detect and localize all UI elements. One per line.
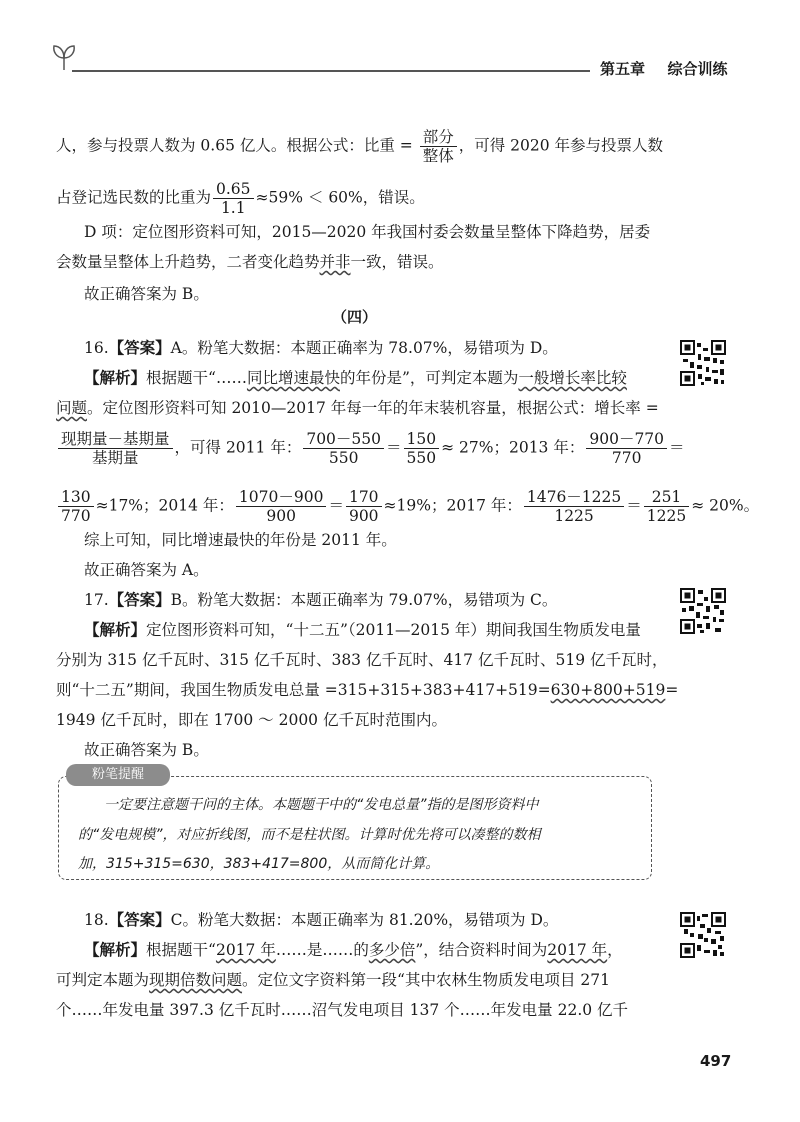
formula-fraction: [644, 488, 689, 525]
text-line: [84, 940, 623, 960]
equals-sign: ＝: [626, 496, 642, 515]
analysis-tag: 【解析】: [84, 368, 147, 387]
tip-line: 的“发电规模”，对应折线图，而不是柱状图。计算时优先将可以凑整的数相: [78, 827, 541, 843]
text-line: [56, 128, 663, 165]
answer-line: [84, 910, 558, 930]
text-line: [84, 620, 641, 640]
text-line: [84, 368, 627, 388]
formula-fraction: [524, 488, 624, 525]
text-segment: 定位图形资料可知，“十二五”（2011—2015 年）期间我国生物质发电量: [146, 621, 641, 639]
question-number: 18.: [84, 911, 109, 929]
part-title: （四）: [332, 308, 378, 326]
formula-fraction: [404, 430, 440, 467]
text-line: 1949 亿千瓦时，即在 1700 ～ 2000 亿千瓦时范围内。: [56, 711, 447, 729]
text-segment: 人，参与投票人数为 0.65 亿人。根据公式：比重 =: [56, 136, 418, 155]
text-segment: C。粉笔大数据：本题正确率为 81.20%，易错项为 D。: [170, 911, 559, 929]
wavy-emphasis: 并非: [319, 253, 351, 271]
frac-denominator: 1225: [554, 507, 594, 525]
formula-fraction: [213, 180, 254, 217]
text-line: [56, 398, 659, 418]
text-segment: ，: [607, 941, 623, 959]
chapter-section: 综合训练: [667, 60, 728, 78]
answer-line: [84, 338, 558, 358]
text-segment: 的年份是”，可判定本题为: [339, 369, 519, 387]
text-segment: ≈19%；2017 年：: [383, 496, 522, 515]
text-line: 综上可知，同比增速最快的年份是 2011 年。: [84, 531, 397, 549]
frac-numerator: 251: [644, 488, 689, 507]
text-line: [56, 970, 610, 990]
frac-numerator: 170: [346, 488, 382, 507]
text-segment: ≈ 27%；2013 年：: [441, 438, 585, 457]
frac-numerator: 1476－1225: [524, 488, 624, 507]
qr-code-icon[interactable]: [680, 340, 726, 386]
text-segment: ≈59% ＜ 60%，错误。: [255, 188, 425, 207]
frac-denominator: 整体: [422, 147, 454, 165]
frac-numerator: 1070－900: [236, 488, 327, 507]
text-line: [56, 252, 444, 272]
frac-numerator: 现期量－基期量: [58, 430, 173, 449]
equals-sign: ＝: [669, 438, 685, 457]
wavy-emphasis: 同比增速最快: [246, 369, 340, 387]
wavy-emphasis: 现期倍数问题: [149, 971, 243, 989]
text-segment: =: [665, 681, 679, 699]
text-line: 故正确答案为 B。: [84, 741, 209, 759]
question-number: 17.: [84, 591, 109, 609]
text-segment: 会数量呈整体上升趋势，二者变化趋势: [56, 253, 320, 271]
text-segment: 。定位图形资料可知 2010—2017 年每一年的年末装机容量，根据公式：增长率 =: [87, 399, 659, 417]
text-line: D 项：定位图形资料可知，2015—2020 年我国村委会数量呈整体下降趋势，居委: [84, 223, 651, 241]
formula-line: [56, 430, 685, 467]
text-line: 分别为 315 亿千瓦时、315 亿千瓦时、383 亿千瓦时、417 亿千瓦时、519 亿千瓦时，: [56, 651, 668, 669]
analysis-tag: 【解析】: [84, 940, 147, 959]
text-segment: ，可得 2020 年参与投票人数: [458, 136, 664, 155]
tip-line: 一定要注意题干问的主体。本题题干中的“发电总量”指的是图形资料中: [104, 797, 539, 813]
text-line: 故正确答案为 B。: [84, 285, 209, 303]
formula-fraction: [58, 430, 173, 467]
page-number: 497: [700, 1052, 732, 1070]
text-segment: ≈ 20%。: [691, 496, 760, 515]
formula-fraction: [420, 128, 457, 165]
wavy-emphasis: 2017 年: [215, 941, 276, 959]
text-segment: 根据题干“: [146, 941, 216, 959]
wavy-emphasis: 630+800+519: [550, 681, 666, 699]
frac-denominator: 900: [348, 507, 379, 525]
equals-sign: ＝: [328, 496, 344, 515]
chapter-number: 第五章: [600, 60, 646, 78]
frac-numerator: 0.65: [213, 180, 254, 199]
frac-denominator: 1.1: [220, 199, 246, 217]
question-number: 16.: [84, 339, 109, 357]
text-segment: ……是……的: [275, 941, 369, 959]
formula-fraction: [236, 488, 327, 525]
frac-denominator: 770: [611, 449, 642, 467]
wavy-emphasis: 一般增长率比较: [518, 369, 627, 387]
answer-tag: 【答案】: [108, 338, 171, 357]
frac-denominator: 基期量: [92, 449, 139, 467]
qr-code-icon[interactable]: [680, 912, 726, 958]
answer-tag: 【答案】: [108, 590, 171, 609]
formula-fraction: [586, 430, 667, 467]
wavy-emphasis: 多少倍: [368, 941, 416, 959]
frac-numerator: 900－770: [586, 430, 667, 449]
frac-numerator: 150: [404, 430, 440, 449]
wavy-emphasis: 问题: [56, 399, 88, 417]
frac-denominator: 1225: [646, 507, 687, 525]
text-segment: B。粉笔大数据：本题正确率为 79.07%，易错项为 C。: [170, 591, 558, 609]
formula-fraction: [58, 488, 94, 525]
tip-title: 粉笔提醒: [66, 764, 170, 786]
formula-fraction: [346, 488, 382, 525]
text-line: 故正确答案为 A。: [84, 561, 209, 579]
text-segment: ”，结合资料时间为: [415, 941, 548, 959]
frac-denominator: 550: [328, 449, 359, 467]
text-line: [56, 180, 425, 217]
text-segment: A。粉笔大数据：本题正确率为 78.07%，易错项为 D。: [170, 339, 558, 357]
frac-numerator: 130: [58, 488, 94, 507]
tip-line: 加，315+315=630，383+417=800，从而简化计算。: [78, 856, 440, 872]
header-rule: [72, 70, 590, 72]
formula-line: [56, 488, 759, 525]
equals-sign: ＝: [386, 438, 402, 457]
text-segment: 可判定本题为: [56, 971, 150, 989]
answer-tag: 【答案】: [108, 910, 171, 929]
text-segment: ，可得 2011 年：: [174, 438, 302, 457]
answer-line: [84, 590, 557, 610]
frac-denominator: 770: [61, 507, 91, 525]
frac-denominator: 550: [406, 449, 437, 467]
text-segment: ≈17%；2014 年：: [95, 496, 234, 515]
analysis-tag: 【解析】: [84, 620, 147, 639]
text-segment: 一致，错误。: [350, 253, 444, 271]
frac-denominator: 900: [266, 507, 296, 525]
formula-fraction: [303, 430, 384, 467]
frac-numerator: 部分: [420, 128, 457, 147]
text-segment: 根据题干“……: [146, 369, 247, 387]
text-line: 个……年发电量 397.3 亿千瓦时……沼气发电项目 137 个……年发电量 22.0 亿千: [56, 1001, 629, 1019]
text-line: [56, 680, 678, 700]
text-segment: 。定位文字资料第一段“其中农林生物质发电项目 271: [242, 971, 610, 989]
qr-code-icon[interactable]: [680, 588, 726, 634]
frac-numerator: 700－550: [303, 430, 384, 449]
text-segment: 则“十二五”期间，我国生物质发电总量 =315+315+383+417+519=: [56, 681, 551, 699]
text-segment: 占登记选民数的比重为: [56, 188, 212, 207]
chapter-label: [600, 58, 728, 79]
wavy-emphasis: 2017 年: [547, 941, 608, 959]
